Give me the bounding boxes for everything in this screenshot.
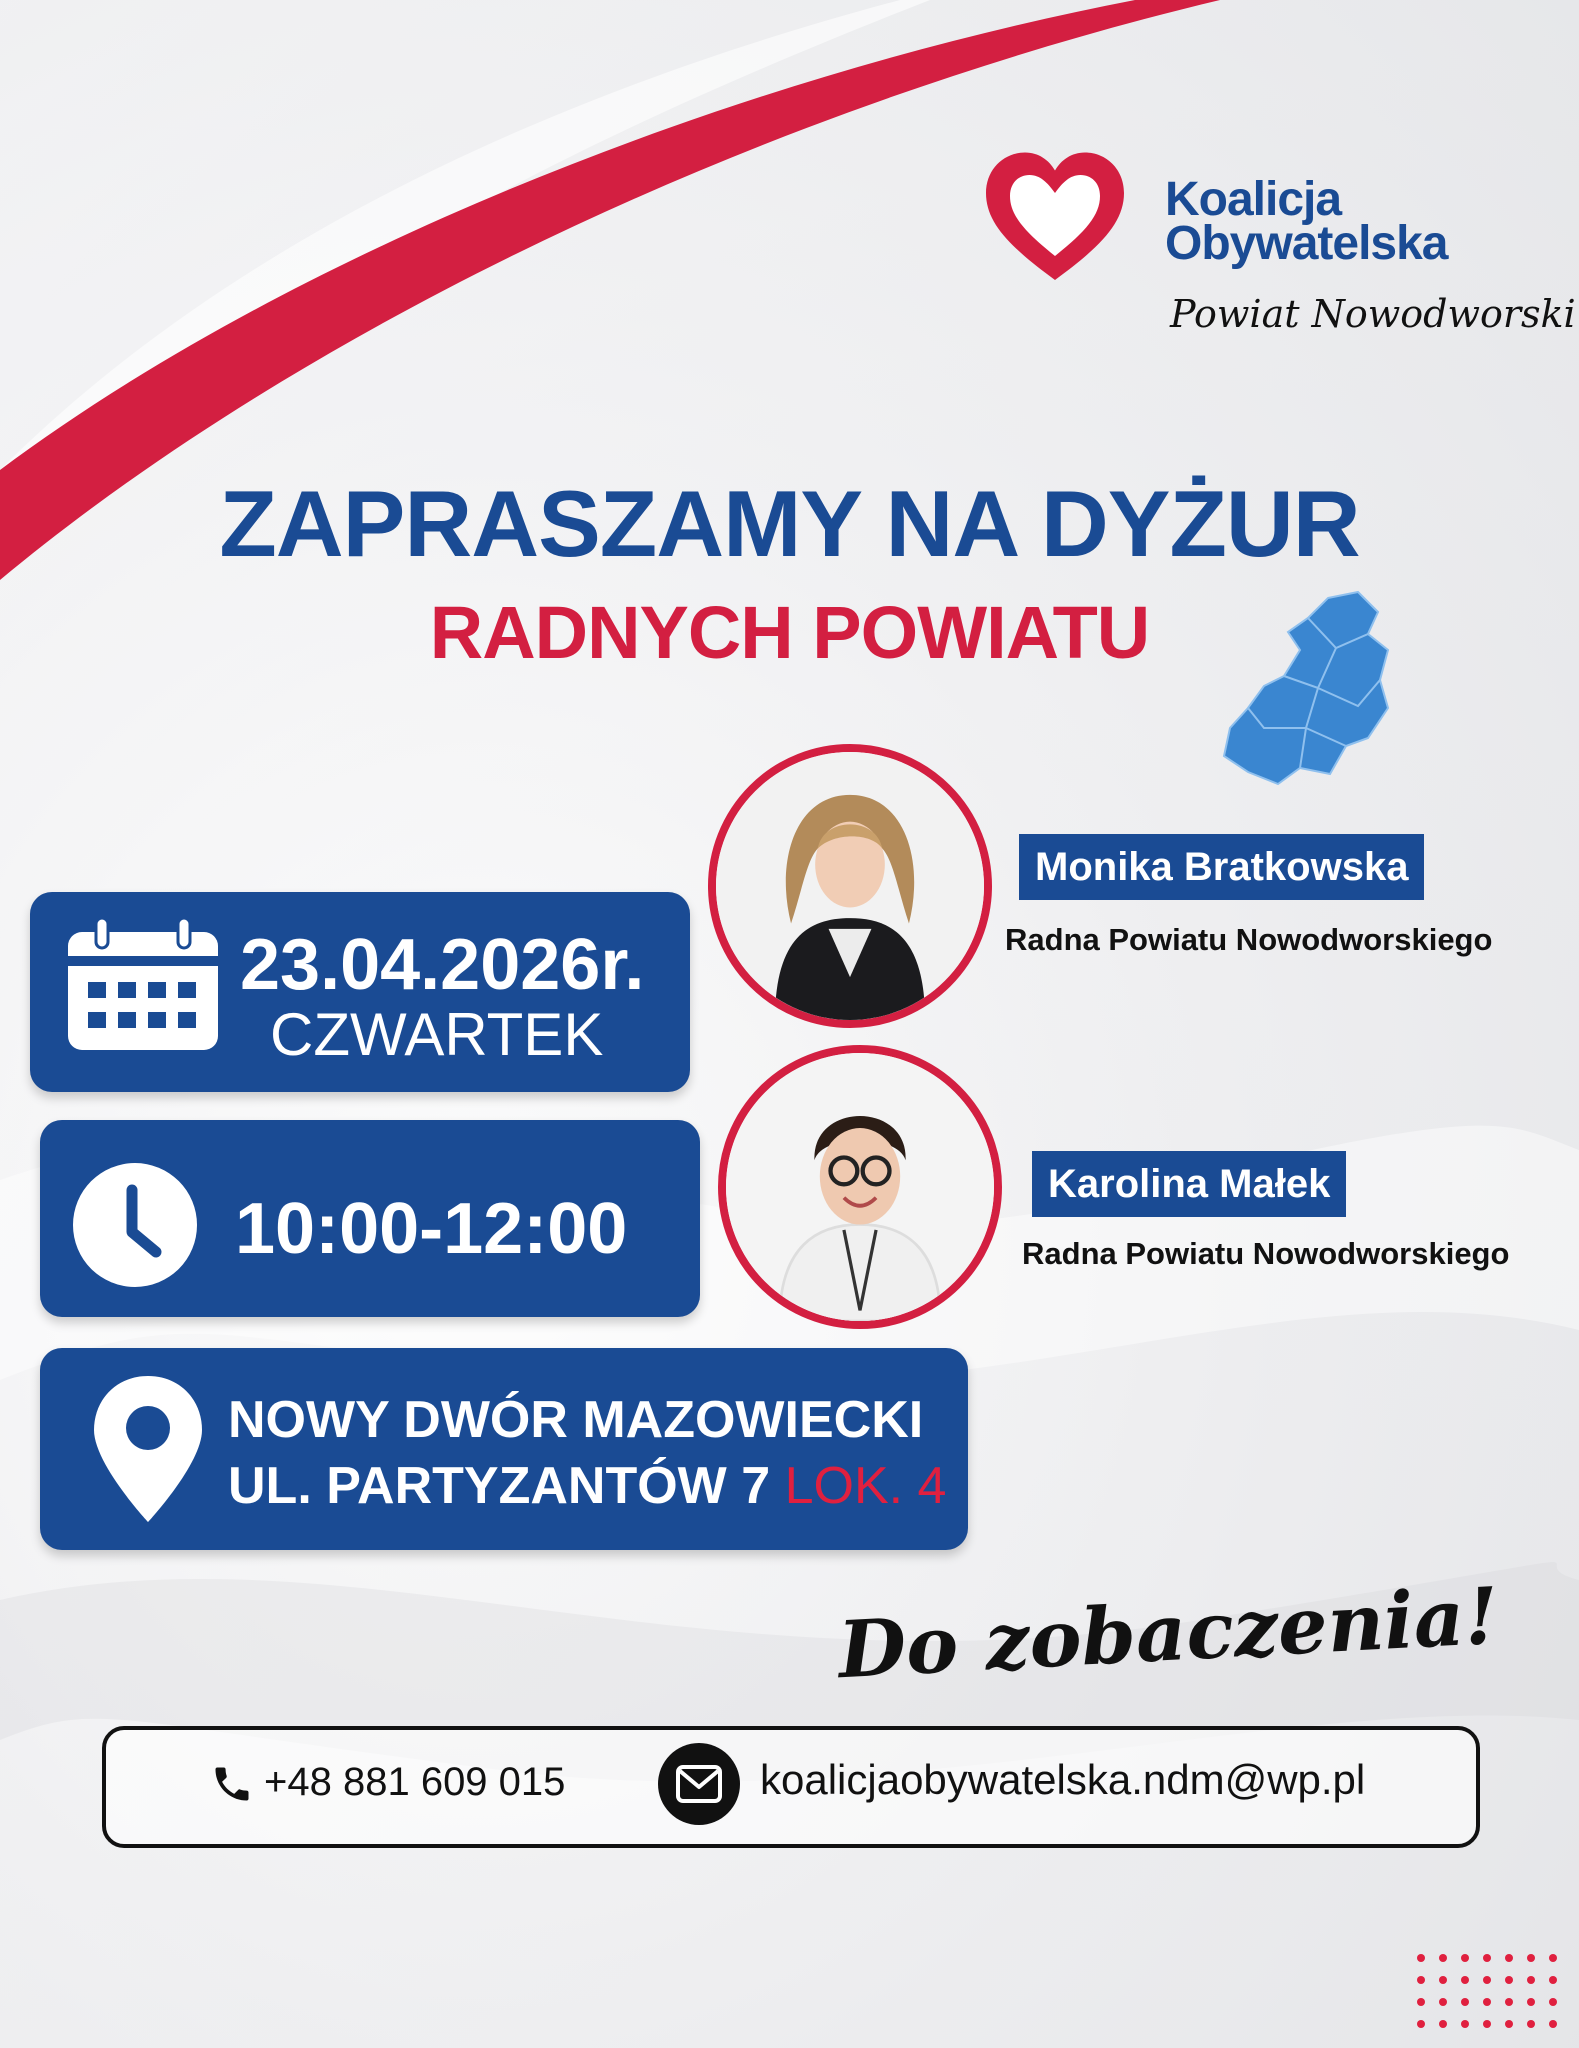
councillor-name-2: Karolina Małek [1032, 1151, 1346, 1217]
avatar-monika [708, 744, 992, 1028]
place-city: NOWY DWÓR MAZOWIECKI [228, 1391, 924, 1449]
councillor-role-1: Radna Powiatu Nowodworskiego [1005, 922, 1493, 957]
email-link[interactable]: koalicjaobywatelska.ndm@wp.pl [760, 1756, 1366, 1803]
event-time: 10:00-12:00 [235, 1189, 628, 1269]
portrait-image [726, 1053, 994, 1321]
decorative-dots [1415, 1950, 1575, 2040]
subheadline: RADNYCH POWIATU [429, 591, 1150, 674]
email-icon [658, 1743, 740, 1825]
portrait-image [716, 752, 984, 1020]
councillor-name-1: Monika Bratkowska [1019, 834, 1424, 900]
logo-wordmark [1165, 173, 1448, 270]
phone-icon [210, 1762, 254, 1806]
councillor-role-2: Radna Powiatu Nowodworskiego [1022, 1236, 1510, 1271]
event-day: CZWARTEK [270, 1001, 604, 1068]
place-street [228, 1456, 946, 1516]
farewell-text: Do zobaczenia! [836, 1570, 1501, 1697]
location-pin-icon [88, 1372, 208, 1527]
event-date: 23.04.2026r. [240, 925, 645, 1005]
headline: ZAPRASZAMY NA DYŻUR [219, 471, 1360, 576]
place-unit: LOK. 4 [784, 1457, 947, 1515]
calendar-icon [64, 918, 222, 1054]
county-map-icon [1218, 588, 1396, 788]
logo-name-line1: Koalicja [1165, 173, 1342, 226]
clock-icon [70, 1160, 200, 1290]
avatar-karolina [718, 1045, 1002, 1329]
heart-icon [980, 145, 1130, 295]
phone-link[interactable]: +48 881 609 015 [264, 1760, 566, 1804]
logo-name-line2: Obywatelska [1165, 217, 1448, 270]
logo-subtitle: Powiat Nowodworski [1170, 292, 1576, 336]
place-street-text: UL. PARTYZANTÓW 7 [228, 1457, 771, 1515]
